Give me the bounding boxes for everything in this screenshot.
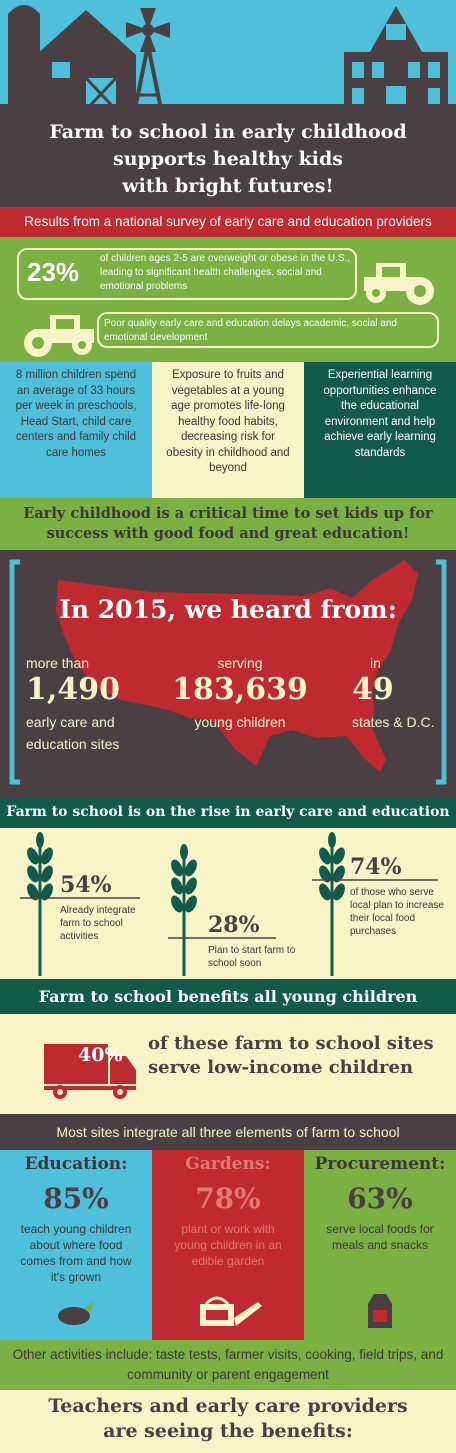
benefits-section	[0, 1014, 456, 1114]
map-stat-sites: more than 1,490 early care and education sites	[26, 655, 120, 752]
element-gardens: Gardens: 78% plant or work with young children in an edible garden	[152, 1150, 304, 1340]
survey-banner: Results from a national survey of early care and education providers	[0, 207, 456, 237]
stats-section	[0, 237, 456, 362]
benefits-banner: Farm to school benefits all young children	[0, 979, 456, 1014]
map-stat-children: serving 183,639 young children	[172, 655, 308, 730]
facts-columns	[0, 362, 456, 498]
tractor-icon	[358, 247, 438, 307]
other-activities: Other activities include: taste tests, farmer visits, cooking, field trips, and community or parent engagement	[0, 1340, 456, 1390]
elements-banner: Most sites integrate all three elements of farm to school	[0, 1114, 456, 1150]
obesity-percent: 23%	[27, 257, 80, 287]
rise-section	[0, 828, 456, 979]
milk-carton-icon	[364, 1290, 396, 1330]
tractor-icon	[18, 305, 100, 357]
header-banner	[0, 0, 456, 207]
fact-column: Exposure to fruits and vegetables at a young age promotes life-long healthy food habits, decreasing risk for obesity in childhood and beyond	[152, 362, 304, 498]
wheat-icon	[317, 832, 348, 976]
elements-section	[0, 1150, 456, 1340]
rise-item: 54% Already integrate farm to school activities	[60, 872, 136, 942]
element-education: Education: 85% teach young children about where food comes from and how it's grown	[0, 1150, 152, 1340]
fact-column: 8 million children spend an average of 33 hours per week in preschools, Head Start, child care centers and family child care homes	[0, 362, 152, 498]
rise-item: 28% Plan to start farm to school soon	[208, 912, 296, 969]
fact-column: Experiential learning opportunities enhance the educational environment and help achieve early learning standards	[304, 362, 456, 498]
page-title: Farm to school in early childhood supports healthy kids with bright futures!	[49, 121, 407, 197]
critical-banner: Early childhood is a critical time to set kids up for success with good food and great education!	[0, 498, 456, 550]
watering-can-icon	[194, 1294, 266, 1330]
map-stat-states: in 49 states & D.C.	[352, 655, 435, 730]
wheat-icon	[169, 844, 200, 976]
footer-banner: Teachers and early care providers are seeing the benefits:	[0, 1390, 456, 1453]
rise-banner: Farm to school is on the rise in early care and education	[0, 797, 456, 828]
obesity-text: of children ages 2-5 are overweight or obese in the U.S., leading to significant health challenges, social and emotional problems	[100, 253, 351, 292]
eggplant-icon	[56, 1300, 96, 1328]
benefits-text: of these farm to school sites serve low-income children	[148, 1033, 434, 1078]
wheat-icon	[25, 832, 56, 976]
element-procurement: Procurement: 63% serve local foods for meals and snacks	[304, 1150, 456, 1340]
rise-item: 74% of those who serve local plan to increase their local food purchases	[350, 854, 444, 937]
quality-text: Poor quality early care and education delays academic, social and emotional development	[104, 318, 397, 343]
map-section	[0, 550, 456, 797]
map-heading: In 2015, we heard from:	[59, 595, 397, 624]
benefits-percent: 40%	[78, 1044, 123, 1066]
